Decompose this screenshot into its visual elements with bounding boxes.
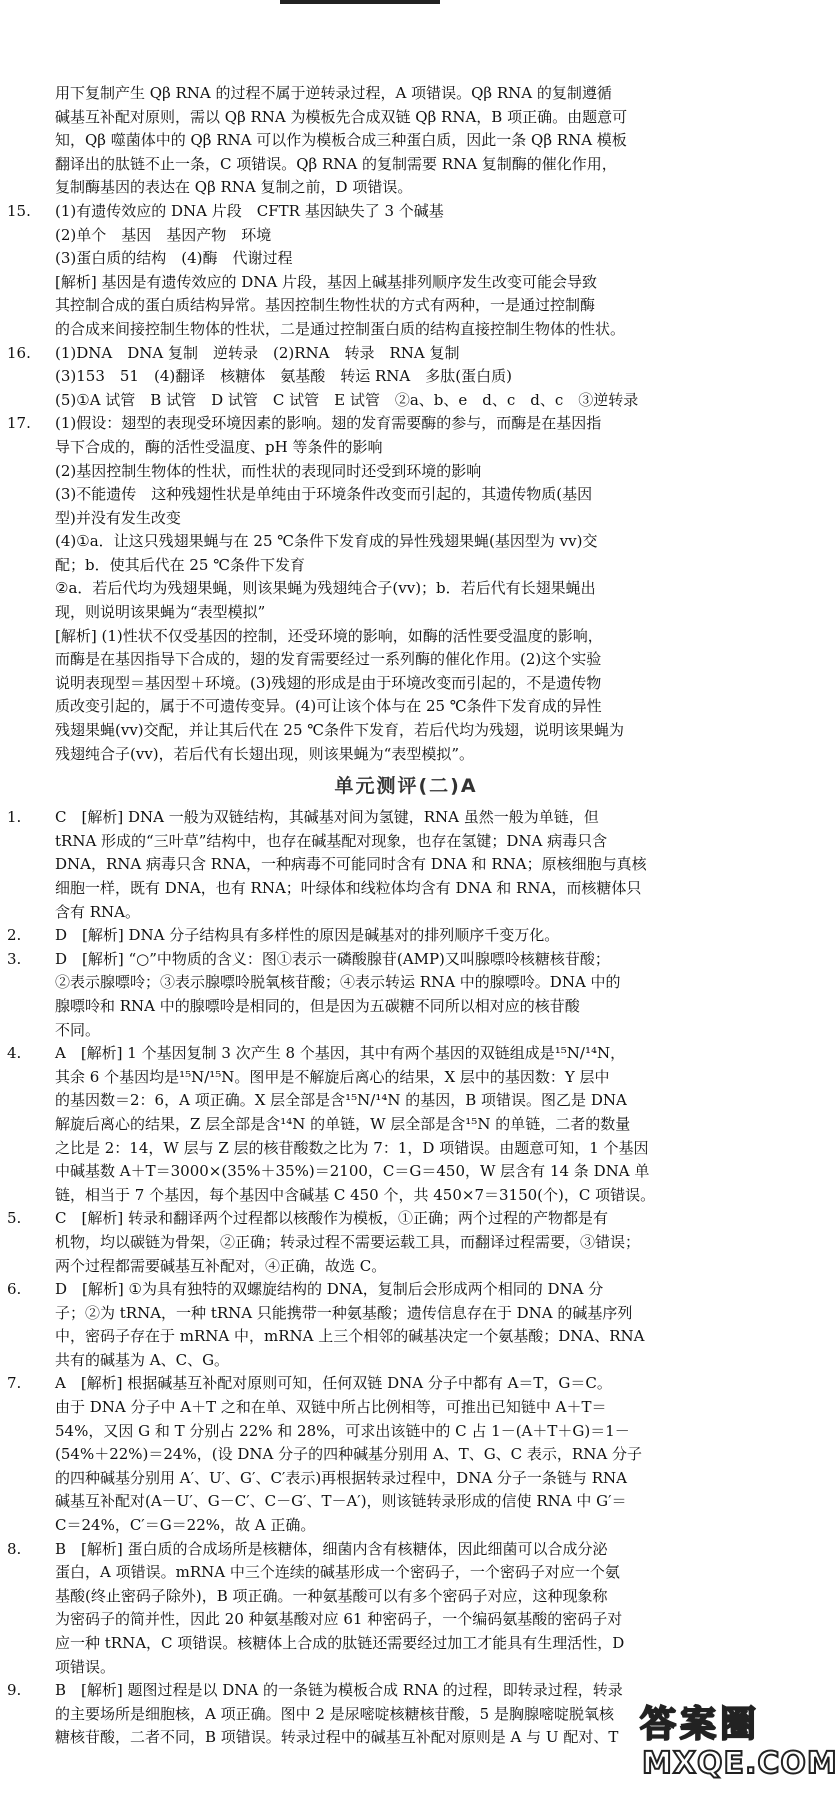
line-text: 复制酶基因的表达在 Qβ RNA 复制之前，D 项错误。 [55,178,413,197]
text-line [0,129,812,153]
line-text: 基酸(终止密码子除外)，B 项正确。一种氨基酸可以有多个密码子对应，这种现象称 [55,1586,608,1605]
item-number: 16. [7,343,31,362]
line-text: (1)假设：翅型的表现受环境因素的影响。翅的发育需要酶的参与，而酶是在基因指 [55,414,602,433]
line-text: 的基因数＝2：6，A 项正确。X 层全部是含¹⁵N/¹⁴N 的基因，B 项错误。图乙是 DNA [55,1091,627,1110]
text-line [0,1561,812,1585]
text-line [0,153,812,177]
top-edge-bar [280,0,440,4]
text-line [0,1278,812,1302]
answers-block-previous-unit [0,82,812,766]
line-text: 由于 DNA 分子中 A＋T 之和在单、双链中所占比例相等，可推出已知链中 A＋T＝ [55,1398,607,1417]
line-text: 残翅纯合子(vv)，若后代有长翅出现，则该果蝇为“表型模拟”。 [55,744,474,763]
text-line [0,1514,812,1538]
line-text: (3)蛋白质的结构 (4)酶 代谢过程 [55,249,293,268]
text-line [0,294,812,318]
line-text: 说明表现型＝基因型＋环境。(3)残翅的形成是由于环境改变而引起的，不是遗传物 [55,673,602,692]
text-line [0,342,812,366]
watermark-text-en: MXQE.COM [642,1746,838,1781]
text-line [0,695,812,719]
line-text: [解析] (1)性状不仅受基因的控制，还受环境的影响，如酶的活性要受温度的影响， [55,626,603,645]
line-text: (4)①a．让这只残翅果蝇与在 25 ℃条件下发育成的异性残翅果蝇(基因型为 vv)交 [55,532,598,551]
text-line [0,1325,812,1349]
line-text: tRNA 形成的“三叶草”结构中，也存在碱基配对现象，也存在氢键；DNA 病毒只含 [55,831,608,850]
text-line [0,830,812,854]
text-line [0,224,812,248]
line-text: ②表示腺嘌呤；③表示腺嘌呤脱氧核苷酸；④表示转运 RNA 中的腺嘌呤。DNA 中的 [55,973,621,992]
line-text: (2)基因控制生物体的性状，而性状的表现同时还受到环境的影响 [55,461,482,480]
line-text: (3)153 51 (4)翻译 核糖体 氨基酸 转运 RNA 多肽(蛋白质) [55,367,512,386]
line-text: 翻译出的肽链不止一条，C 项错误。Qβ RNA 的复制需要 RNA 复制酶的催化作用， [55,154,617,173]
text-line [0,853,812,877]
text-line [0,743,812,767]
line-text: 解旋后离心的结果，Z 层全部是含¹⁴N 的单链，W 层全部是含¹⁵N 的单链，二者的数量 [55,1114,631,1133]
text-line [0,1255,812,1279]
line-text: 中，密码子存在于 mRNA 中，mRNA 上三个相邻的碱基决定一个氨基酸；DNA、RNA [55,1327,645,1346]
line-text: 其余 6 个基因均是¹⁵N/¹⁵N。图甲是不解旋后离心的结果，X 层中的基因数：Y 层中 [55,1067,610,1086]
line-text: (3)不能遗传 这种残翅性状是单纯由于环境条件改变而引起的，其遗传物质(基因 [55,485,593,504]
line-text: 蛋白，A 项错误。mRNA 中三个连续的碱基形成一个密码子，一个密码子对应一个氨 [55,1563,620,1582]
line-text: 的主要场所是细胞核，A 项正确。图中 2 是尿嘧啶核糖核苷酸，5 是胸腺嘧啶脱氧核 [55,1704,614,1723]
text-line [0,1042,812,1066]
line-text: 为密码子的简并性，因此 20 种氨基酸对应 61 种密码子，一个编码氨基酸的密码子对 [55,1610,623,1629]
answers-block-unit-test [0,806,812,1750]
line-text: D [解析] DNA 分子结构具有多样性的原因是碱基对的排列顺序千变万化。 [55,926,560,945]
line-text: 链，相当于 7 个基因，每个基因中含碱基 C 450 个，共 450×7＝3150(个)，C 项错误。 [55,1185,656,1204]
line-text: C＝24%，C′＝G＝22%，故 A 正确。 [55,1516,316,1535]
item-number: 15. [7,201,31,220]
document-page [0,82,812,1750]
text-line [0,554,812,578]
line-text: 的合成来间接控制生物体的性状，二是通过控制蛋白质的结构直接控制生物体的性状。 [55,319,626,338]
text-line [0,1585,812,1609]
line-text: 含有 RNA。 [55,902,141,921]
line-text: 项错误。 [55,1657,116,1676]
line-text: 质改变引起的，属于不可遗传变异。(4)可让该个体与在 25 ℃条件下发育成的异性 [55,697,602,716]
line-text: (2)单个 基因 基因产物 环境 [55,225,272,244]
line-text: 现，则说明该果蝇为“表型模拟” [55,603,266,622]
text-line [0,577,812,601]
text-line [0,948,812,972]
line-text: ②a．若后代均为残翅果蝇，则该果蝇为残翅纯合子(vv)；b．若后代有长翅果蝇出 [55,579,596,598]
text-line [0,1490,812,1514]
text-line [0,672,812,696]
line-text: 中碱基数 A＋T＝3000×(35%＋35%)＝2100，C＝G＝450，W 层含有 14 条 DNA 单 [55,1162,650,1181]
text-line [0,1089,812,1113]
text-line [0,106,812,130]
text-line [0,1184,812,1208]
watermark-logo [640,1696,838,1792]
text-line [0,995,812,1019]
line-text: (54%＋22%)＝24%，(设 DNA 分子的四种碱基分别用 A、T、G、C 表示，RNA 分子 [55,1445,642,1464]
text-line [0,924,812,948]
text-line [0,389,812,413]
text-line [0,1113,812,1137]
line-text: B [解析] 蛋白质的合成场所是核糖体，细菌内含有核糖体，因此细菌可以合成分泌 [55,1539,608,1558]
text-line [0,719,812,743]
text-line [0,1137,812,1161]
line-text: A [解析] 1 个基因复制 3 次产生 8 个基因，其中有两个基因的双链组成是¹⁵N/¹⁴N， [55,1044,626,1063]
line-text: 其控制合成的蛋白质结构异常。基因控制生物性状的方式有两种，一是通过控制酶 [55,296,596,315]
line-text: 细胞一样，既有 DNA，也有 RNA；叶绿体和线粒体均含有 DNA 和 RNA，而核糖体只 [55,879,642,897]
text-line [0,601,812,625]
text-line [0,1467,812,1491]
text-line [0,901,812,925]
text-line [0,176,812,200]
text-line [0,1019,812,1043]
text-line [0,483,812,507]
line-text: [解析] 基因是有遗传效应的 DNA 片段，基因上碱基排列顺序发生改变可能会导致 [55,272,597,291]
line-text: 碱基互补配对原则，需以 Qβ RNA 为模板先合成双链 Qβ RNA，B 项正确。由题意可 [55,107,628,126]
text-line [0,1443,812,1467]
text-line [0,436,812,460]
text-line [0,1396,812,1420]
text-line [0,625,812,649]
text-line [0,877,812,901]
line-text: 机物，均以碳链为骨架，②正确；转录过程不需要运载工具，而翻译过程需要，③错误； [55,1232,641,1251]
text-line [0,1656,812,1680]
line-text: A [解析] 根据碱基互补配对原则可知，任何双链 DNA 分子中都有 A＝T，G＝C。 [55,1374,612,1393]
text-line [0,971,812,995]
line-text: 子；②为 tRNA，一种 tRNA 只能携带一种氨基酸；遗传信息存在于 DNA 的碱基序列 [55,1303,633,1322]
line-text: C [解析] 转录和翻译两个过程都以核酸作为模板，①正确；两个过程的产物都是有 [55,1209,608,1228]
text-line [0,365,812,389]
item-number: 9. [7,1681,22,1700]
line-text: 碱基互补配对(A－U′、G－C′、C－G′、T－A′)，则该链转录形成的信使 RNA 中 G′＝ [55,1492,627,1511]
line-text: 用下复制产生 Qβ RNA 的过程不属于逆转录过程，A 项错误。Qβ RNA 的复制遵循 [55,84,612,102]
text-line [0,1231,812,1255]
line-text: 残翅果蝇(vv)交配，并让其后代在 25 ℃条件下发育，若后代均为残翅，说明该果蝇为 [55,721,625,740]
line-text: 型)并没有发生改变 [55,508,181,527]
line-text: 54%，又因 G 和 T 分别占 22% 和 28%，可求出该链中的 C 占 1－(A＋T＋G)＝1－ [55,1421,630,1440]
text-line [0,1632,812,1656]
text-line [0,200,812,224]
line-text: DNA，RNA 病毒只含 RNA，一种病毒不可能同时含有 DNA 和 RNA；原核细胞与真核 [55,855,647,874]
text-line [0,648,812,672]
line-text: 糖核苷酸，二者不同，B 项错误。转录过程中的碱基互补配对原则是 A 与 U 配对、T [55,1728,619,1747]
text-line [0,1160,812,1184]
line-text: 两个过程都需要碱基互补配对，④正确，故选 C。 [55,1256,387,1275]
line-text: 应一种 tRNA，C 项错误。核糖体上合成的肽链还需要经过加工才能具有生理活性，D [55,1634,625,1652]
text-line [0,1066,812,1090]
text-line [0,806,812,830]
text-line [0,507,812,531]
line-text: 配；b．使其后代在 25 ℃条件下发育 [55,555,306,574]
item-number: 2. [7,926,22,945]
text-line [0,1608,812,1632]
text-line [0,1302,812,1326]
section-heading: 单元测评(二)A [334,775,478,798]
item-number: 6. [7,1280,22,1299]
line-text: 不同。 [55,1020,101,1039]
text-line [0,1538,812,1562]
text-line [0,271,812,295]
line-text: 的四种碱基分别用 A′、U′、G′、C′表示)再根据转录过程中，DNA 分子一条链与 RNA [55,1468,627,1487]
line-text: 而酶是在基因指导下合成的，翅的发育需要经过一系列酶的催化作用。(2)这个实验 [55,650,602,669]
text-line [0,1420,812,1444]
text-line [0,1372,812,1396]
text-line [0,318,812,342]
line-text: (1)DNA DNA 复制 逆转录 (2)RNA 转录 RNA 复制 [55,343,460,362]
watermark-text-cn: 答案圈 [640,1704,761,1745]
text-line [0,460,812,484]
item-number: 1. [7,808,22,827]
line-text: 导下合成的，酶的活性受温度、pH 等条件的影响 [55,437,383,456]
line-text: (5)①A 试管 B 试管 D 试管 C 试管 E 试管 ②a、b、e d、c d、c ③逆转录 [55,390,639,409]
line-text: (1)有遗传效应的 DNA 片段 CFTR 基因缺失了 3 个碱基 [55,201,444,220]
item-number: 3. [7,949,22,968]
line-text: D [解析] ①为具有独特的双螺旋结构的 DNA，复制后会形成两个相同的 DNA 分 [55,1280,604,1299]
item-number: 8. [7,1539,22,1558]
line-text: 腺嘌呤和 RNA 中的腺嘌呤是相同的，但是因为五碳糖不同所以相对应的核苷酸 [55,996,580,1015]
line-text: 之比是 2：14，W 层与 Z 层的核苷酸数之比为 7：1，D 项错误。由题意可知，1 个基因 [55,1138,649,1157]
item-number: 7. [7,1374,22,1393]
line-text: 共有的碱基为 A、C、G。 [55,1350,230,1369]
line-text: B [解析] 题图过程是以 DNA 的一条链为模板合成 RNA 的过程，即转录过程，转录 [55,1681,623,1700]
line-text: 知，Qβ 噬菌体中的 Qβ RNA 可以作为模板合成三种蛋白质，因此一条 Qβ RNA 模板 [55,131,627,150]
text-line [0,530,812,554]
text-line [0,82,812,106]
text-line [0,1349,812,1373]
text-line [0,412,812,436]
line-text: D [解析] “○”中物质的含义：图①表示一磷酸腺苷(AMP)又叫腺嘌呤核糖核苷酸； [55,949,610,968]
item-number: 4. [7,1044,22,1063]
line-text: C [解析] DNA 一般为双链结构，其碱基对间为氢键，RNA 虽然一般为单链，但 [55,808,599,827]
text-line [0,247,812,271]
item-number: 17. [7,414,31,433]
item-number: 5. [7,1209,22,1228]
text-line [0,1207,812,1231]
